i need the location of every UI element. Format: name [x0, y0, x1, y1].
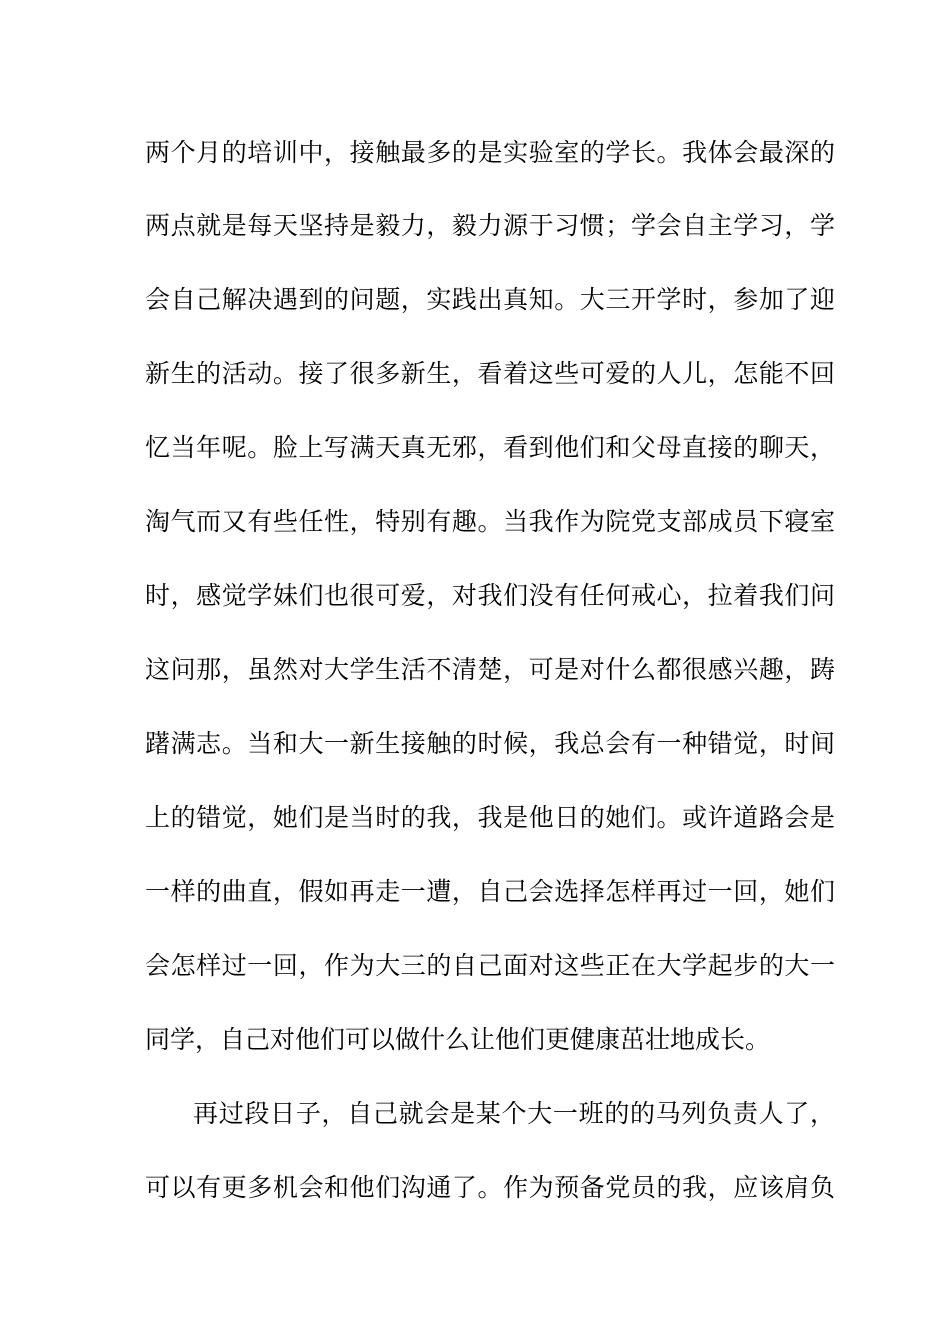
text-line: 上的错觉，她们是当时的我，我是他日的她们。或许道路会是 [145, 803, 835, 832]
text-line: 两点就是每天坚持是毅力，毅力源于习惯；学会自主学习，学 [145, 211, 835, 240]
text-line: 这问那，虽然对大学生活不清楚，可是对什么都很感兴趣，踌 [145, 655, 835, 684]
text-line: 躇满志。当和大一新生接触的时候，我总会有一种错觉，时间 [145, 729, 835, 758]
text-line: 会怎样过一回，作为大三的自己面对这些正在大学起步的大一 [145, 951, 835, 980]
text-line: 会自己解决遇到的问题，实践出真知。大三开学时，参加了迎 [145, 285, 835, 314]
text-line: 忆当年呢。脸上写满天真无邪，看到他们和父母直接的聊天， [145, 433, 835, 462]
text-line: 淘气而又有些任性，特别有趣。当我作为院党支部成员下寝室 [145, 507, 835, 536]
text-line: 时，感觉学妹们也很可爱，对我们没有任何戒心，拉着我们问 [145, 581, 835, 610]
text-line: 可以有更多机会和他们沟通了。作为预备党员的我，应该肩负 [145, 1173, 835, 1202]
text-line: 两个月的培训中，接触最多的是实验室的学长。我体会最深的 [145, 138, 835, 167]
text-line: 再过段日子，自己就会是某个大一班的的马列负责人了， [193, 1099, 835, 1128]
text-line: 一样的曲直，假如再走一遭，自己会选择怎样再过一回，她们 [145, 877, 835, 906]
text-line: 新生的活动。接了很多新生，看着这些可爱的人儿，怎能不回 [145, 359, 835, 388]
text-line: 同学，自己对他们可以做什么让他们更健康茁壮地成长。 [145, 1025, 771, 1054]
